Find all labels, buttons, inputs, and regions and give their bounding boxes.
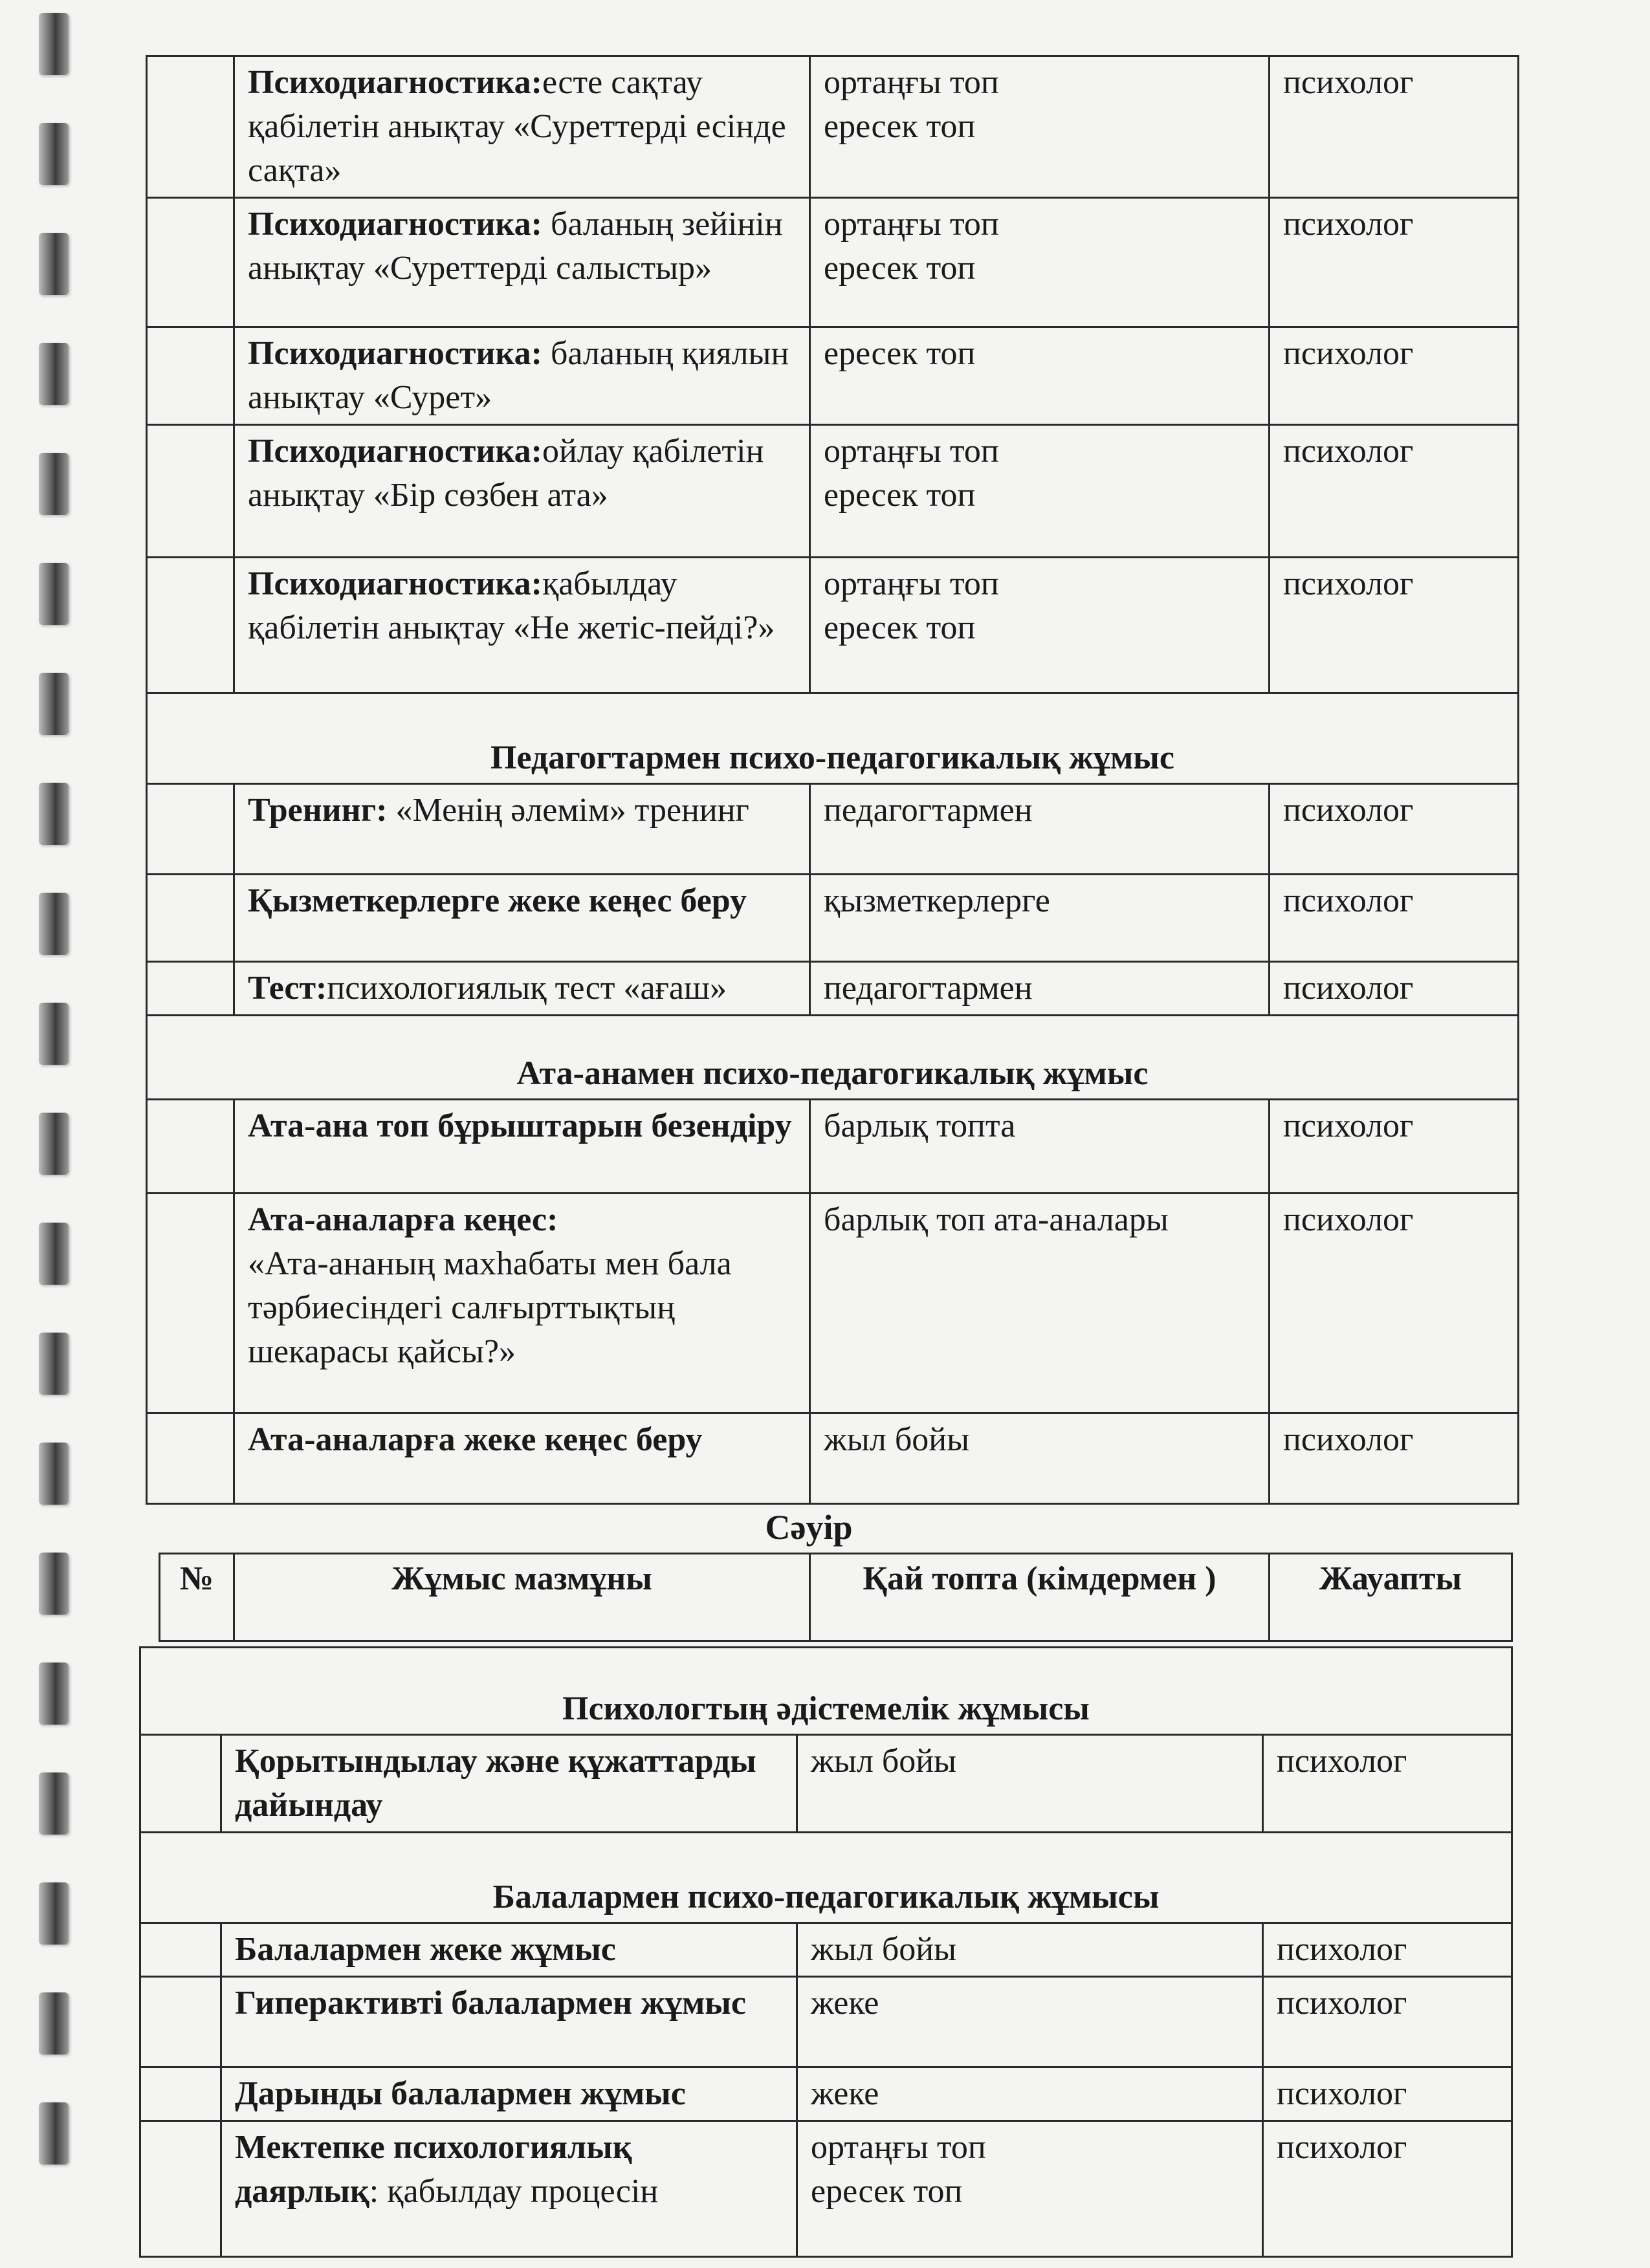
table-row [140,1735,1512,1833]
content-cell [234,962,810,1016]
table-row [147,327,1519,425]
column-header-table [159,1553,1513,1642]
row-title: Балалармен жеке жұмыс [235,1931,616,1968]
content-cell [234,875,810,962]
resp-cell: психолог [1263,1923,1512,1977]
group-cell [810,198,1270,327]
group-line: ересек топ [824,477,976,514]
group-line: ортаңғы топ [824,206,999,243]
group-cell: педагогтармен [810,784,1270,875]
section-row [140,1833,1512,1923]
row-title: Қызметкерлерге жеке кеңес беру [248,882,747,919]
row-number-cell [147,56,234,198]
row-text: баланың зейінін анықтау «Суреттерді салыстыр» [248,206,783,287]
row-title: Мектепке психологиялық даярлық [235,2129,632,2210]
section-heading-children: Балалармен психо-педагогикалық жұмысы [140,1833,1512,1923]
group-cell [797,1977,1263,2067]
table-row [147,425,1519,558]
content-cell [234,327,810,425]
resp-cell: психолог [1270,875,1519,962]
table-row [147,875,1519,962]
binding-ring [39,123,69,185]
resp-cell: психолог [1270,1100,1519,1194]
section-row [147,693,1519,784]
row-number-cell [140,1923,221,1977]
resp-cell: психолог [1270,1413,1519,1504]
row-text: психологиялық тест «ағаш» [327,970,727,1007]
group-line: жеке [811,1985,879,2022]
header-content: Жұмыс мазмұны [234,1554,810,1641]
row-number-cell [147,875,234,962]
group-cell [797,1923,1263,1977]
binding-ring [39,1772,69,1835]
row-title: Психодиагностика: [248,335,542,372]
group-line: ортаңғы топ [824,433,999,470]
group-cell [810,327,1270,425]
header-num: № [160,1554,234,1641]
row-text: «Ата-ананың махһабаты мен бала тәрбиесіндегі салғырттықтың шекарасы қайсы?» [248,1245,732,1370]
content-cell [221,1735,797,1833]
row-title: Психодиагностика: [248,433,542,470]
table-row [140,2121,1512,2257]
group-line: ортаңғы топ [811,2129,986,2166]
content-cell [234,784,810,875]
binding-ring [39,1882,69,1945]
row-text: ойлау қабілетін анықтау «Бір сөзбен ата» [248,433,764,514]
resp-cell: психолог [1270,327,1519,425]
content-cell [221,1923,797,1977]
binding-ring [39,563,69,625]
row-title: Қорытындылау және құжаттарды дайындау [235,1743,756,1824]
section-row [147,1016,1519,1100]
resp-cell: психолог [1263,1735,1512,1833]
content-cell [234,425,810,558]
section-heading-method: Психологтың әдістемелік жұмысы [140,1648,1512,1735]
row-number-cell [147,425,234,558]
header-row [160,1554,1512,1641]
content-cell [234,1194,810,1413]
binding-ring [39,1663,69,1725]
header-group: Қай топта (кімдермен ) [810,1554,1270,1641]
table-row [140,2067,1512,2121]
resp-cell: психолог [1270,1194,1519,1413]
group-cell: педагогтармен [810,962,1270,1016]
row-number-cell [147,1100,234,1194]
content-cell [234,198,810,327]
content-cell [234,558,810,693]
binding-ring [39,1113,69,1175]
resp-cell: психолог [1270,784,1519,875]
binding-ring [39,1333,69,1395]
binding-ring [39,1443,69,1505]
binding-ring [39,13,69,75]
resp-cell: психолог [1270,558,1519,693]
content-cell [234,1413,810,1504]
table-row [147,784,1519,875]
group-line: ортаңғы топ [824,64,999,101]
spiral-binding [0,0,91,2268]
group-cell: жыл бойы [797,1735,1263,1833]
group-line: ортаңғы топ [824,565,999,602]
table-row [147,962,1519,1016]
binding-ring [39,453,69,515]
plan-table-upper [146,55,1519,1505]
group-line: ересек топ [824,108,976,145]
table-row [140,1977,1512,2067]
resp-cell: психолог [1270,962,1519,1016]
row-text: қабылдау қабілетін анықтау «Не жетіс-пейді?» [248,565,775,646]
group-cell: жыл бойы [810,1413,1270,1504]
group-cell [810,425,1270,558]
section-heading-teachers: Педагогтармен психо-педагогикалық жұмыс [147,693,1519,784]
plan-table-lower [139,1646,1513,2258]
month-heading: Сәуір [765,1508,853,1547]
table-row [147,1413,1519,1504]
content-cell [234,1100,810,1194]
row-number-cell [147,198,234,327]
table-row [147,558,1519,693]
binding-ring [39,1003,69,1065]
binding-ring [39,1992,69,2055]
row-number-cell [147,1413,234,1504]
group-cell: барлық топта [810,1100,1270,1194]
row-number-cell [147,327,234,425]
resp-cell: психолог [1270,425,1519,558]
group-line: жеке [811,2075,879,2112]
row-number-cell [140,2121,221,2257]
binding-ring [39,783,69,845]
row-title: Психодиагностика: [248,565,542,602]
table-row [140,1923,1512,1977]
row-title: Тест: [248,970,327,1007]
binding-ring [39,1223,69,1285]
group-line: ересек топ [824,609,976,646]
table-row [147,198,1519,327]
group-line: ересек топ [824,250,976,287]
table-row [147,1100,1519,1194]
group-cell: қызметкерлерге [810,875,1270,962]
binding-ring [39,673,69,735]
row-title: Дарынды балалармен жұмыс [235,2075,686,2112]
row-number-cell [147,962,234,1016]
row-title: Ата-аналарға жеке кеңес беру [248,1421,703,1458]
row-title: Ата-аналарға кеңес: [248,1201,558,1238]
binding-ring [39,233,69,295]
content-cell [221,1977,797,2067]
resp-cell: психолог [1263,2067,1512,2121]
group-cell: барлық топ ата-аналары [810,1194,1270,1413]
group-cell [810,558,1270,693]
row-text: «Менің әлемім» тренинг [387,792,749,829]
row-number-cell [147,1194,234,1413]
group-line: жыл бойы [811,1931,957,1968]
row-title: Ата-ана топ бұрыштарын безендіру [248,1107,792,1144]
content-cell [221,2067,797,2121]
group-cell [797,2121,1263,2257]
header-resp: Жауапты [1270,1554,1512,1641]
row-title: Психодиагностика: [248,64,542,101]
resp-cell: психолог [1263,2121,1512,2257]
binding-ring [39,1553,69,1615]
binding-ring [39,343,69,405]
row-title: Тренинг: [248,792,388,829]
group-line: ересек топ [811,2173,963,2210]
row-number-cell [147,558,234,693]
resp-cell: психолог [1270,56,1519,198]
content-cell [221,2121,797,2257]
binding-ring [39,893,69,955]
row-text: есте сақтау қабілетін анықтау «Суреттерді есінде сақта» [248,64,786,189]
row-number-cell [147,784,234,875]
row-number-cell [140,1977,221,2067]
section-row [140,1648,1512,1735]
row-number-cell [140,1735,221,1833]
row-text: : қабылдау процесін [369,2173,659,2210]
binding-ring [39,2102,69,2164]
row-title: Гиперактивті балалармен жұмыс [235,1985,746,2022]
row-number-cell [140,2067,221,2121]
row-text: баланың қиялын анықтау «Сурет» [248,335,789,416]
group-cell [810,56,1270,198]
resp-cell: психолог [1263,1977,1512,2067]
group-line: ересек топ [824,335,976,372]
table-row [147,56,1519,198]
section-heading-parents: Ата-анамен психо-педагогикалық жұмыс [147,1016,1519,1100]
content-cell [234,56,810,198]
resp-cell: психолог [1270,198,1519,327]
group-cell [797,2067,1263,2121]
row-title: Психодиагностика: [248,206,542,243]
table-row [147,1194,1519,1413]
